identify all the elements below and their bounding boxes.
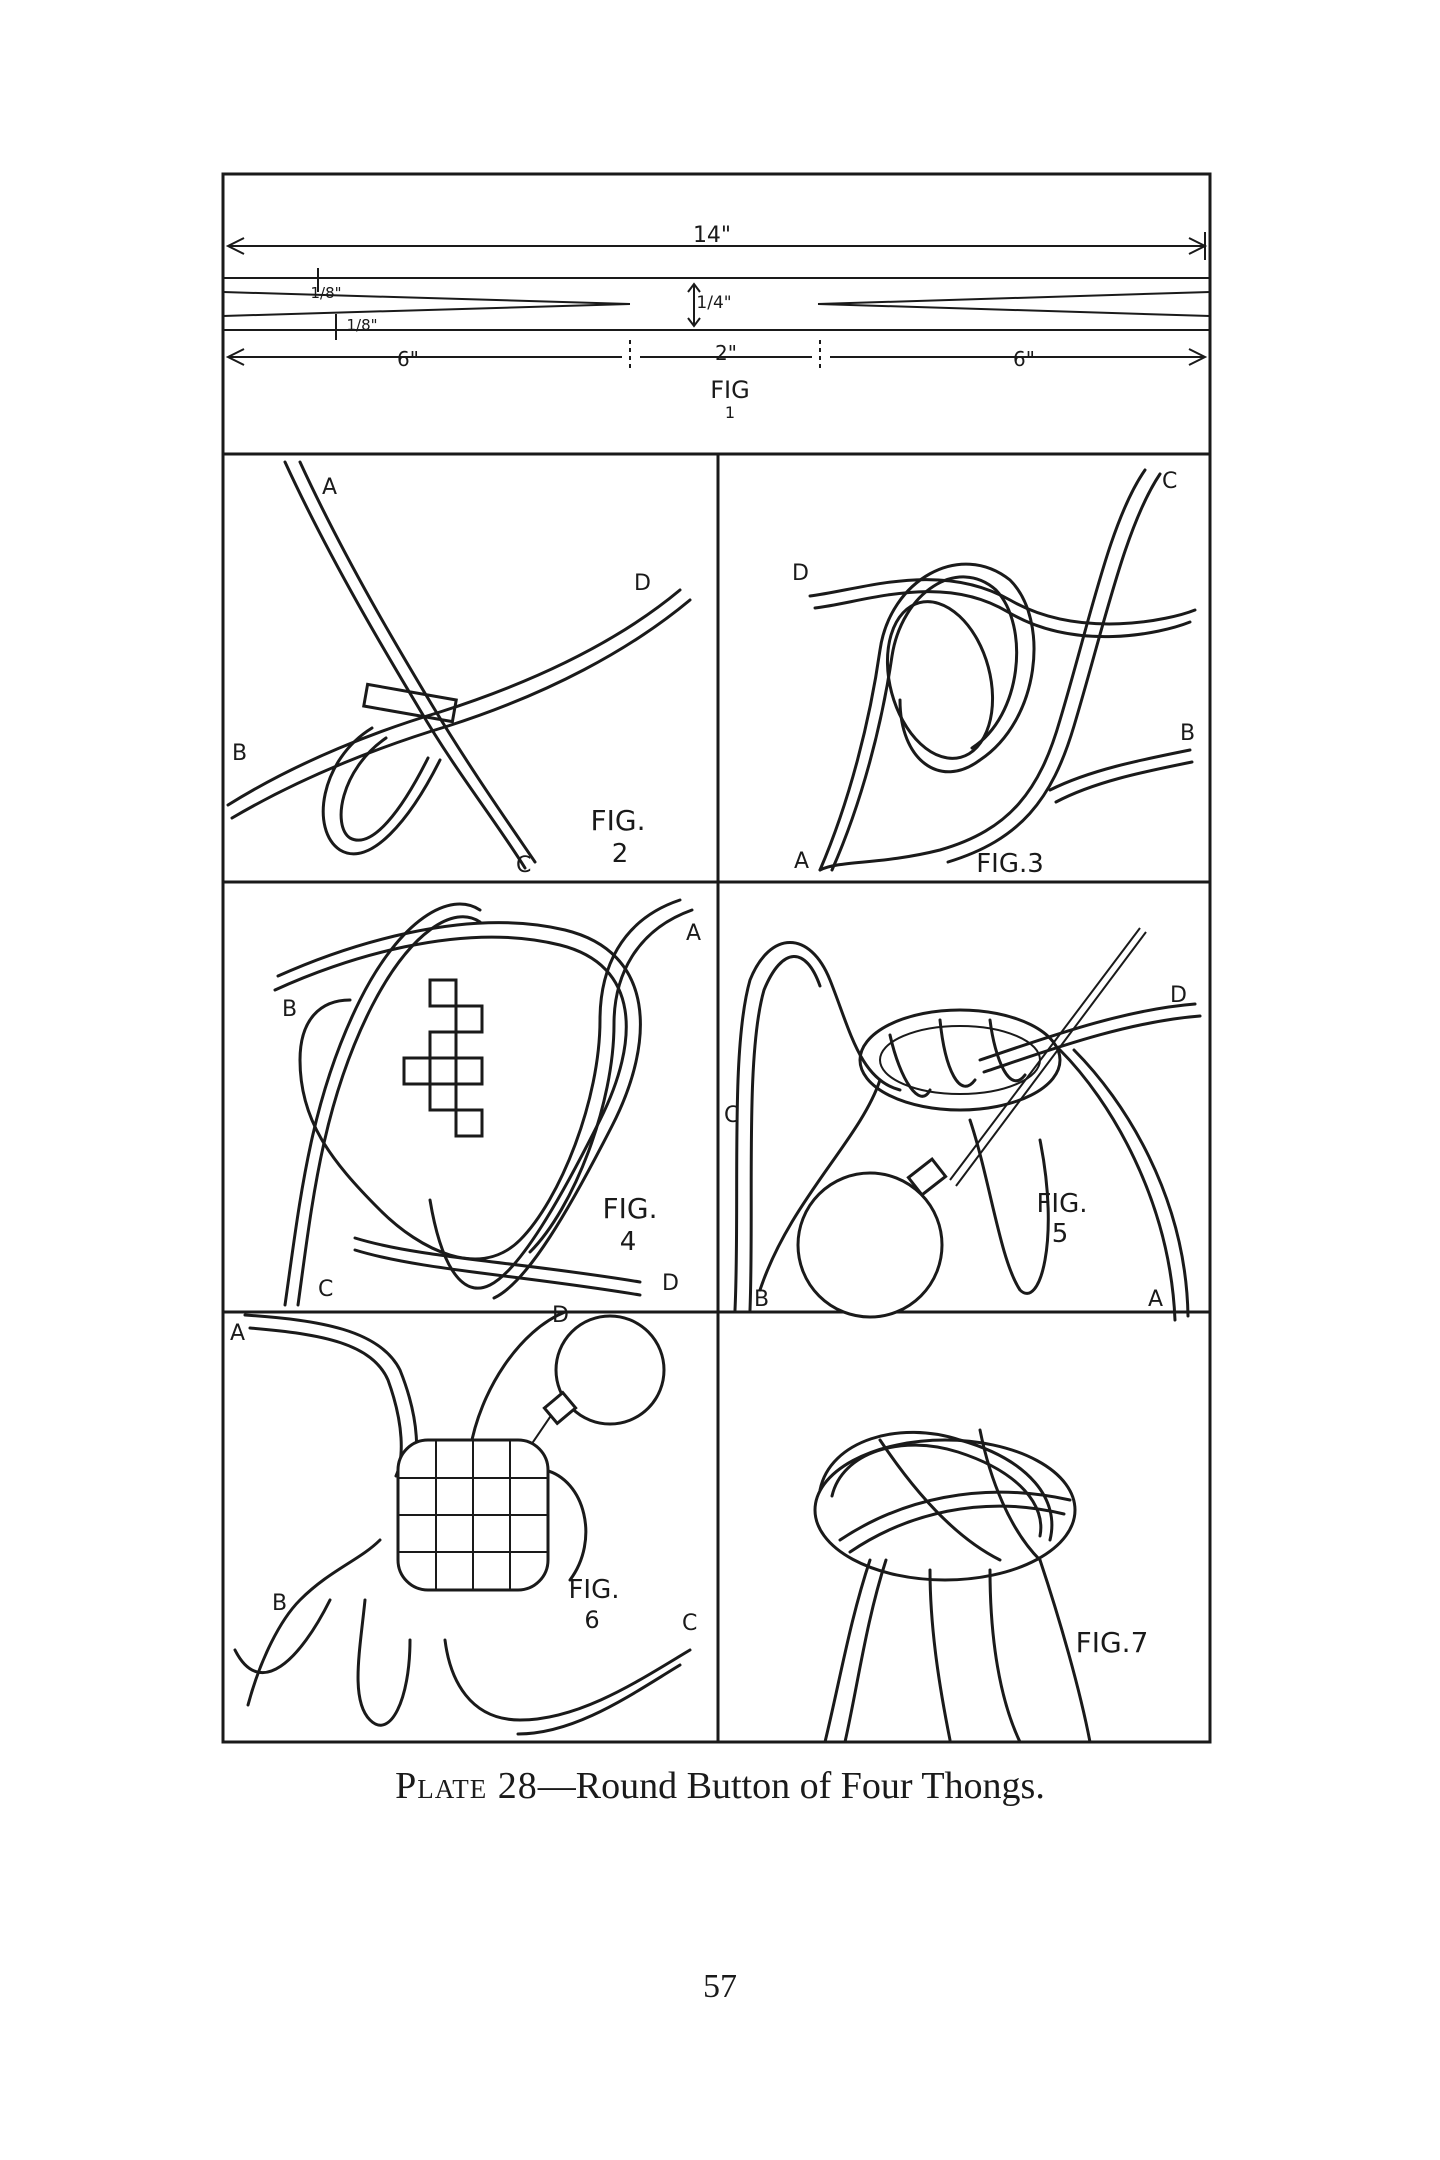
plate-title: —Round Button of Four Thongs. [537,1765,1045,1807]
fig5-end-d: D [1170,983,1187,1008]
fig4-end-a: A [686,921,702,946]
fig1-total-length: 14" [692,223,732,248]
fig7-label: FIG.7 [1075,1626,1149,1659]
fig4-label: FIG. [602,1192,658,1225]
fig6-label: FIG. [568,1575,620,1605]
fig3-end-a: A [794,849,810,874]
fig5-drawing [735,928,1200,1320]
plate-caption [0,1764,1440,1808]
fig1-center-width: 1/4" [696,293,732,313]
fig6-drawing [235,1312,690,1734]
fig3-label: FIG.3 [976,849,1044,879]
fig1-left-length: 6" [397,347,419,371]
fig2-label: FIG. [590,804,646,837]
plate-number: Plate 28 [395,1765,538,1807]
fig6-end-b: B [272,1591,288,1616]
fig4-end-d: D [662,1271,679,1296]
fig5-label: FIG. [1036,1189,1088,1219]
fig6-end-a: A [230,1321,246,1346]
fig4-end-c: C [318,1277,334,1302]
fig1-right-length: 6" [1013,347,1035,371]
fig4-label-number: 4 [619,1227,637,1257]
fig1-middle-length: 2" [715,341,737,365]
fig2-end-c: C [516,853,532,878]
fig1-strip-width-1: 1/8" [310,284,342,302]
page-number: 57 [703,1968,737,2005]
fig2-end-d: D [634,571,651,596]
fig3-end-c: C [1162,469,1178,494]
fig6-label-number: 6 [584,1606,600,1634]
fig1-strip-width-2: 1/8" [346,316,378,334]
fig4-end-b: B [282,997,298,1022]
fig2-end-b: B [232,741,248,766]
fig2-label-number: 2 [611,839,629,869]
fig6-end-c: C [682,1611,698,1636]
fig7-drawing [815,1430,1090,1742]
fig5-end-c: C [724,1103,740,1128]
fig5-end-b: B [754,1287,770,1312]
fig3-drawing [810,470,1195,870]
fig3-end-d: D [792,561,809,586]
fig3-end-b: B [1180,721,1196,746]
fig6-end-d: D [552,1303,569,1328]
fig1-label: FIG [710,376,750,404]
fig2-end-a: A [322,475,338,500]
fig1-label-number: 1 [724,403,736,422]
fig5-label-number: 5 [1051,1219,1069,1249]
fig5-end-a: A [1148,1287,1164,1312]
